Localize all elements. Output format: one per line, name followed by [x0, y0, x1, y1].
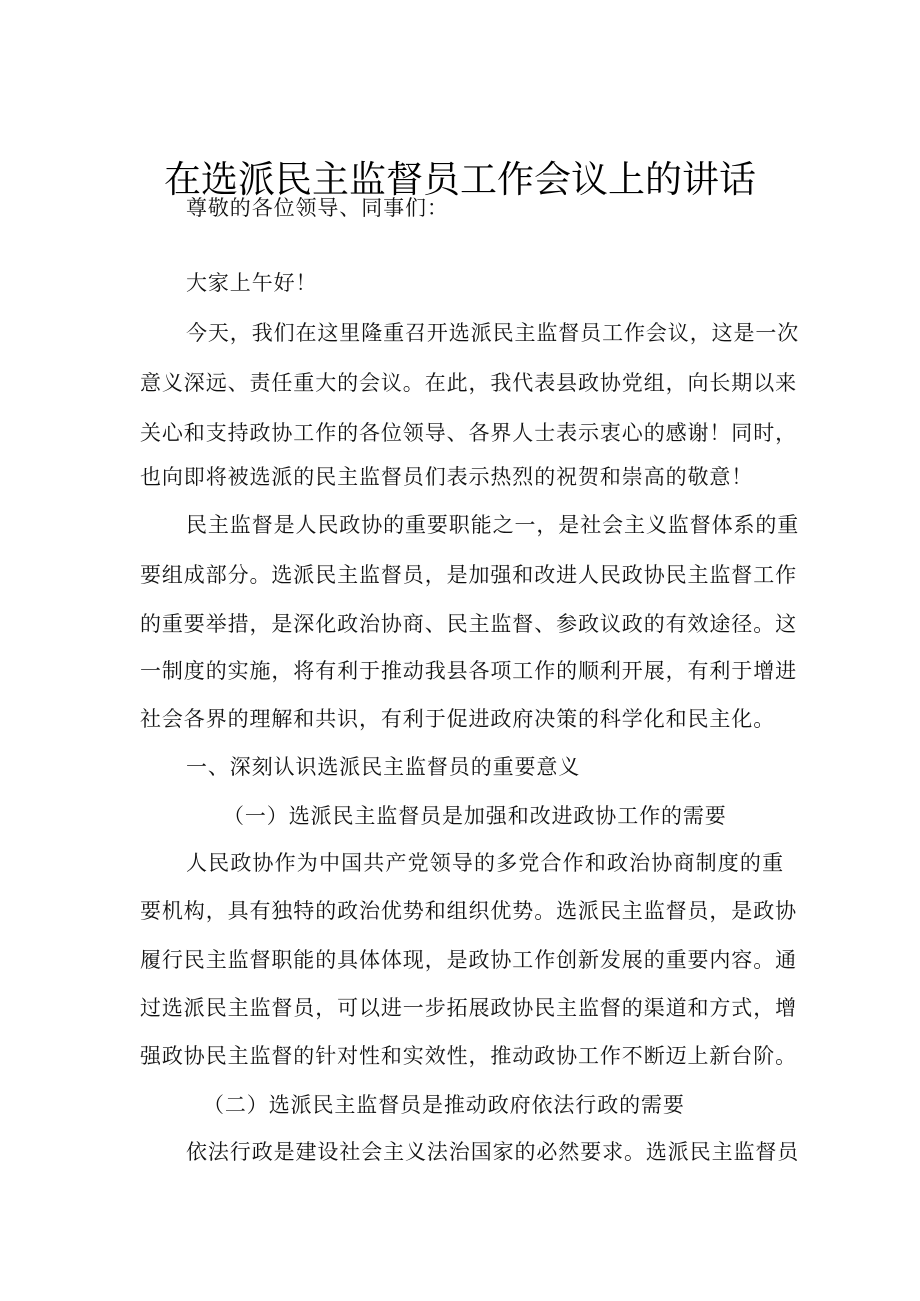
paragraph-2-line: 社会各界的理解和共识，有利于促进政府决策的科学化和民主化。 — [140, 707, 776, 731]
paragraph-3-line: 人民政协作为中国共产党领导的多党合作和政治协商制度的重 — [186, 851, 784, 875]
paragraph-1-line: 意义深远、责任重大的会议。在此，我代表县政协党组，向长期以来 — [140, 371, 797, 395]
section-heading-1: 一、深刻认识选派民主监督员的重要意义 — [186, 755, 581, 779]
paragraph-3-line: 履行民主监督职能的具体体现，是政协工作创新发展的重要内容。通 — [140, 948, 797, 972]
paragraph-3-line: 要机构，具有独特的政治优势和组织优势。选派民主监督员，是政协 — [140, 899, 797, 923]
paragraph-2-line: 要组成部分。选派民主监督员，是加强和改进人民政协民主监督工作 — [140, 563, 797, 587]
paragraph-1-line: 今天，我们在这里隆重召开选派民主监督员工作会议，这是一次 — [186, 321, 800, 345]
paragraph-3-line: 过选派民主监督员，可以进一步拓展政协民主监督的渠道和方式，增 — [140, 996, 797, 1020]
paragraph-3-line: 强政协民主监督的针对性和实效性，推动政协工作不断迈上新台阶。 — [140, 1044, 797, 1068]
salutation: 尊敬的各位领导、同事们： — [186, 196, 449, 220]
subsection-heading-2: （二）选派民主监督员是推动政府依法行政的需要 — [203, 1093, 685, 1117]
greeting: 大家上午好！ — [186, 271, 318, 295]
paragraph-2-line: 的重要举措，是深化政治协商、民主监督、参政议政的有效途径。这 — [140, 612, 797, 636]
paragraph-2-line: 一制度的实施，将有利于推动我县各项工作的顺利开展，有利于增进 — [140, 659, 797, 683]
paragraph-4-line: 依法行政是建设社会主义法治国家的必然要求。选派民主监督员 — [186, 1140, 800, 1164]
subsection-heading-1: （一）选派民主监督员是加强和改进政协工作的需要 — [223, 804, 727, 828]
document-title: 在选派民主监督员工作会议上的讲话 — [164, 158, 756, 201]
paragraph-2-line: 民主监督是人民政协的重要职能之一，是社会主义监督体系的重 — [186, 513, 800, 537]
paragraph-1-line: 也向即将被选派的民主监督员们表示热烈的祝贺和崇高的敬意！ — [140, 465, 754, 489]
paragraph-1-line: 关心和支持政协工作的各位领导、各界人士表示衷心的感谢！同时， — [140, 421, 797, 445]
